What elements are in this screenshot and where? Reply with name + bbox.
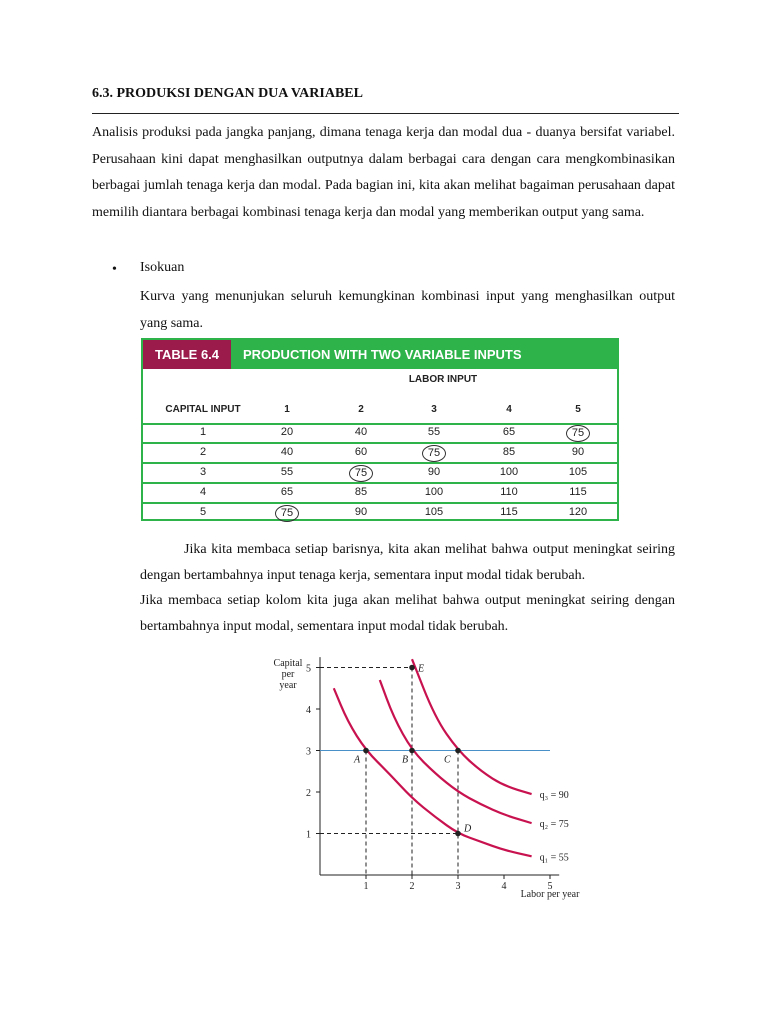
paragraph-2-line2: Jika membaca setiap kolom kita juga akan melihat bahwa output meningkat seiring dengan bertambahnya input modal, sementara input modal tidak berubah.	[140, 593, 675, 634]
labor-input-header: LABOR INPUT	[408, 374, 478, 385]
table-cell: 85	[502, 446, 516, 458]
table-row-capital: 4	[199, 486, 207, 498]
table-cell: 110	[500, 486, 518, 498]
column-header: 4	[506, 404, 512, 415]
production-table	[141, 338, 619, 521]
y-tick-label: 5	[306, 663, 311, 675]
table-row-capital: 1	[199, 426, 207, 438]
table-cell: 120	[568, 506, 588, 518]
y-axis-label: Capital	[273, 658, 303, 669]
table-row-divider	[143, 502, 617, 504]
paragraph-2	[140, 537, 675, 639]
isoquant-q3	[412, 659, 532, 794]
isoquant-label-q1: q₁ = 55	[539, 852, 569, 864]
table-cell-circled: 75	[349, 465, 373, 482]
point-label-B: B	[402, 754, 409, 766]
x-axis-label: Labor per year	[520, 889, 580, 900]
heading-rule	[92, 113, 679, 114]
table-cell: 85	[354, 486, 368, 498]
point-C	[455, 748, 461, 754]
table-cell: 40	[354, 426, 368, 438]
x-tick-label: 2	[409, 881, 415, 892]
table-cell: 115	[500, 506, 518, 518]
point-label-E: E	[418, 663, 425, 675]
table-title: PRODUCTION WITH TWO VARIABLE INPUTS	[243, 347, 522, 362]
x-tick-label: 3	[455, 881, 461, 892]
column-header: 2	[358, 404, 364, 415]
table-row-divider	[143, 442, 617, 444]
table-cell: 100	[499, 466, 519, 478]
table-cell: 90	[427, 466, 441, 478]
table-cell: 90	[571, 446, 585, 458]
table-label: TABLE 6.4	[143, 340, 231, 369]
point-label-D: D	[464, 823, 472, 835]
table-cell: 65	[502, 426, 516, 438]
section-heading: 6.3. PRODUKSI DENGAN DUA VARIABEL	[92, 86, 363, 101]
x-tick-label: 5	[547, 881, 553, 892]
table-cell: 40	[280, 446, 294, 458]
column-header: 5	[575, 404, 581, 415]
table-cell: 20	[280, 426, 294, 438]
y-axis-label: per	[281, 669, 295, 680]
table-cell: 55	[280, 466, 294, 478]
x-tick-label: 1	[363, 881, 369, 892]
isoquant-label-q3: q₃ = 90	[539, 790, 569, 802]
point-A	[363, 748, 369, 754]
bullet-title: Isokuan	[140, 260, 185, 275]
y-tick-label: 4	[306, 705, 311, 716]
table-cell: 115	[569, 486, 587, 498]
paragraph-2-line1: Jika kita membaca setiap barisnya, kita akan melihat bahwa output meningkat seiring dengan bertambahnya input tenaga kerja, sementara input modal tidak berubah.	[140, 542, 675, 583]
isoquant-label-q2: q₂ = 75	[539, 819, 569, 831]
point-D	[455, 831, 461, 837]
table-cell: 105	[568, 466, 588, 478]
table-cell: 105	[424, 506, 444, 518]
table-cell: 60	[354, 446, 368, 458]
point-label-C: C	[444, 754, 451, 766]
table-header-bar	[143, 340, 617, 369]
intro-paragraph: Analisis produksi pada jangka panjang, dimana tenaga kerja dan modal dua - duanya bersifat variabel. Perusahaan kini dapat menghasilkan outputnya dalam berbagai cara dengan cara mengkombinasikan berbagai jumlah tenaga kerja dan modal. Pada bagian ini, kita akan melihat bagaiman perusahaan dapat memilih diantara berbagai kombinasi tenaga kerja dan modal yang memberikan output yang sama.	[92, 125, 675, 220]
y-axis-label: year	[279, 680, 297, 691]
isoquant-q1	[334, 688, 532, 856]
table-row-divider	[143, 462, 617, 464]
x-tick-label: 4	[501, 881, 507, 892]
point-E	[409, 665, 415, 671]
table-cell: 55	[427, 426, 441, 438]
point-B	[409, 748, 415, 754]
table-cell: 100	[424, 486, 444, 498]
table-cell: 90	[354, 506, 368, 518]
bullet-text: Kurva yang menunjukan seluruh kemungkinan kombinasi input yang menghasilkan output yang sama.	[140, 289, 675, 331]
table-row-divider	[143, 482, 617, 484]
table-cell: 65	[280, 486, 294, 498]
y-tick-label: 1	[306, 829, 311, 841]
capital-input-header: CAPITAL INPUT	[165, 404, 241, 415]
table-row-capital: 3	[199, 466, 207, 478]
table-cell-circled: 75	[566, 425, 590, 442]
column-header: 1	[284, 404, 290, 415]
column-header: 3	[431, 404, 437, 415]
y-tick-label: 3	[306, 746, 311, 758]
table-row-capital: 2	[199, 446, 207, 458]
y-tick-label: 2	[306, 788, 311, 799]
point-label-A: A	[354, 754, 361, 766]
table-cell-circled: 75	[275, 505, 299, 522]
bullet-symbol: •	[112, 262, 117, 277]
table-cell-circled: 75	[422, 445, 446, 462]
table-row-divider	[143, 423, 617, 425]
table-row-capital: 5	[199, 506, 207, 518]
isoquant-chart	[260, 650, 600, 905]
